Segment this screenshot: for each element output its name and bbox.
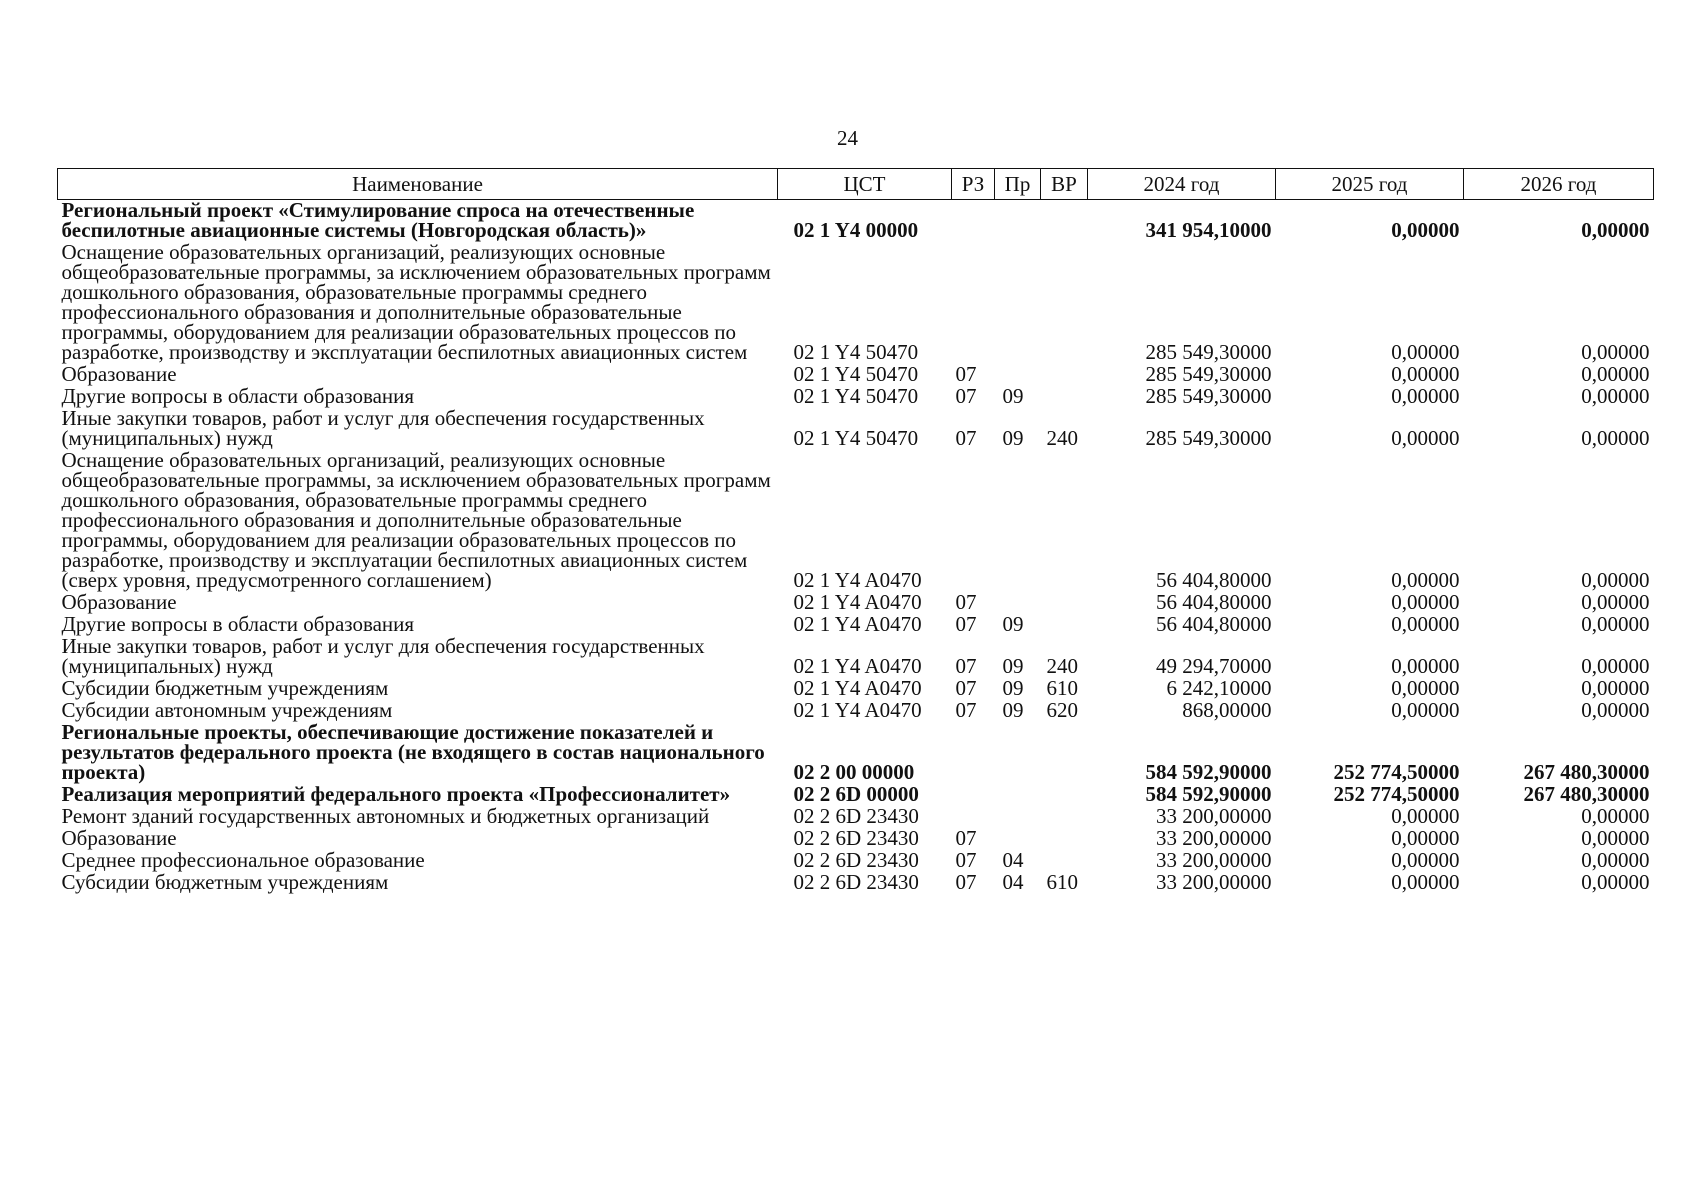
table-row (58, 242, 1654, 364)
row-value-2026: 0,00000 (1581, 654, 1650, 678)
row-cst: 02 1 Y4 A0470 (793, 676, 922, 700)
row-rz: 07 (955, 362, 977, 386)
row-value-2026: 0,00000 (1581, 848, 1650, 872)
row-pr (995, 450, 1041, 592)
row-name: Образование (61, 590, 177, 614)
row-cst: 02 2 6D 23430 (793, 870, 919, 894)
row-value-2025: 0,00000 (1391, 612, 1460, 636)
row-value-2025: 0,00000 (1391, 676, 1460, 700)
row-rz: 07 (955, 654, 977, 678)
row-cst: 02 1 Y4 A0470 (793, 590, 922, 614)
row-cst: 02 1 Y4 A0470 (793, 698, 922, 722)
row-value-2025: 0,00000 (1391, 654, 1460, 678)
row-value-2026: 0,00000 (1581, 804, 1650, 828)
page-number: 24 (837, 126, 858, 150)
row-name: Среднее профессиональное образование (61, 848, 425, 872)
row-value-2024: 285 549,30000 (1145, 384, 1272, 408)
row-value-2026: 0,00000 (1581, 590, 1650, 614)
row-vr (1041, 828, 1088, 850)
row-value-2024: 6 242,10000 (1166, 676, 1272, 700)
table-row (58, 784, 1654, 806)
row-pr: 04 (1002, 870, 1024, 894)
row-name: Другие вопросы в области образования (61, 384, 415, 408)
table-row (58, 200, 1654, 243)
row-cst: 02 1 Y4 A0470 (793, 568, 922, 592)
row-rz: 07 (955, 384, 977, 408)
row-rz (952, 200, 995, 243)
row-vr (1041, 592, 1088, 614)
row-name: Оснащение образовательных организаций, реализующих основные общеобразовательные программы, за исключением образовательных программ дошкольного образования, образовательные программы среднего профессионального образования и дополнительные образовательные программы, оборудованием для реализации образовательных процессов по разработке, производству и эксплуатации беспилотных авиационных систем (сверх уровня, предусмотренного соглашением) (61, 448, 771, 592)
table-row (58, 450, 1654, 592)
row-vr (1041, 200, 1088, 243)
row-value-2025: 0,00000 (1391, 568, 1460, 592)
row-value-2025: 0,00000 (1391, 590, 1460, 614)
row-value-2024: 56 404,80000 (1156, 612, 1272, 636)
row-value-2024: 285 549,30000 (1145, 340, 1272, 364)
row-value-2025: 252 774,50000 (1333, 782, 1460, 806)
row-value-2025: 252 774,50000 (1333, 760, 1460, 784)
row-value-2024: 33 200,00000 (1156, 826, 1272, 850)
row-value-2024: 285 549,30000 (1145, 362, 1272, 386)
header-2026: 2026 год (1464, 169, 1654, 200)
row-value-2026: 0,00000 (1581, 384, 1650, 408)
row-rz (952, 722, 995, 784)
row-cst: 02 2 00 00000 (793, 760, 915, 784)
row-name: Иные закупки товаров, работ и услуг для обеспечения государственных (муниципальных) нужд (61, 406, 705, 450)
row-value-2024: 341 954,10000 (1145, 218, 1272, 242)
row-value-2024: 33 200,00000 (1156, 848, 1272, 872)
row-pr (995, 364, 1041, 386)
row-pr (995, 722, 1041, 784)
header-cst: ЦСТ (778, 169, 952, 200)
row-cst: 02 2 6D 23430 (793, 804, 919, 828)
row-pr: 04 (1002, 848, 1024, 872)
row-pr: 09 (1002, 698, 1024, 722)
row-pr (995, 592, 1041, 614)
row-value-2025: 0,00000 (1391, 698, 1460, 722)
row-vr (1041, 364, 1088, 386)
row-name: Иные закупки товаров, работ и услуг для обеспечения государственных (муниципальных) нужд (61, 634, 705, 678)
row-vr (1041, 450, 1088, 592)
table-row (58, 678, 1654, 700)
row-vr (1041, 722, 1088, 784)
row-cst: 02 1 Y4 A0470 (793, 654, 922, 678)
row-value-2026: 0,00000 (1581, 340, 1650, 364)
row-name: Региональные проекты, обеспечивающие достижение показателей и результатов федерального проекта (не входящего в состав национального проекта) (61, 720, 765, 784)
table-row (58, 722, 1654, 784)
row-cst: 02 1 Y4 00000 (793, 218, 919, 242)
table-row (58, 592, 1654, 614)
row-vr (1041, 784, 1088, 806)
row-name: Оснащение образовательных организаций, реализующих основные общеобразовательные программы, за исключением образовательных программ дошкольного образования, образовательные программы среднего профессионального образования и дополнительные образовательные программы, оборудованием для реализации образовательных процессов по разработке, производству и эксплуатации беспилотных авиационных систем (61, 240, 771, 364)
row-pr (995, 806, 1041, 828)
table-row (58, 828, 1654, 850)
row-value-2024: 33 200,00000 (1156, 804, 1272, 828)
row-name: Субсидии автономным учреждениям (61, 698, 393, 722)
row-value-2026: 0,00000 (1581, 426, 1650, 450)
row-name: Реализация мероприятий федерального проекта «Профессионалитет» (61, 782, 731, 806)
row-vr: 610 (1046, 870, 1078, 894)
row-value-2024: 868,00000 (1182, 698, 1272, 722)
table-body (58, 200, 1654, 895)
row-value-2026: 267 480,30000 (1523, 782, 1650, 806)
row-pr (995, 828, 1041, 850)
row-rz: 07 (955, 848, 977, 872)
row-value-2026: 0,00000 (1581, 870, 1650, 894)
row-value-2026: 0,00000 (1581, 568, 1650, 592)
header-vr: ВР (1041, 169, 1088, 200)
row-value-2025: 0,00000 (1391, 218, 1460, 242)
row-cst: 02 1 Y4 50470 (793, 384, 919, 408)
row-rz (952, 242, 995, 364)
row-value-2026: 0,00000 (1581, 612, 1650, 636)
row-value-2026: 0,00000 (1581, 698, 1650, 722)
row-rz (952, 806, 995, 828)
row-cst: 02 2 6D 23430 (793, 826, 919, 850)
row-value-2025: 0,00000 (1391, 870, 1460, 894)
row-pr (995, 200, 1041, 243)
row-name: Региональный проект «Стимулирование спроса на отечественные беспилотные авиационные системы (Новгородская область)» (61, 198, 695, 242)
row-rz: 07 (955, 870, 977, 894)
row-value-2026: 267 480,30000 (1523, 760, 1650, 784)
table-row (58, 408, 1654, 450)
row-rz: 07 (955, 698, 977, 722)
row-name: Образование (61, 362, 177, 386)
row-name: Субсидии бюджетным учреждениям (61, 870, 389, 894)
row-vr (1041, 386, 1088, 408)
table-row (58, 636, 1654, 678)
row-vr (1041, 614, 1088, 636)
header-2025: 2025 год (1276, 169, 1464, 200)
row-cst: 02 1 Y4 50470 (793, 362, 919, 386)
row-value-2025: 0,00000 (1391, 426, 1460, 450)
row-value-2026: 0,00000 (1581, 218, 1650, 242)
table-row (58, 386, 1654, 408)
row-cst: 02 2 6D 23430 (793, 848, 919, 872)
row-value-2024: 56 404,80000 (1156, 590, 1272, 614)
header-name: Наименование (58, 169, 778, 200)
row-vr: 240 (1046, 654, 1078, 678)
table-row (58, 872, 1654, 894)
table-row (58, 700, 1654, 722)
row-rz (952, 784, 995, 806)
row-name: Ремонт зданий государственных автономных и бюджетных организаций (61, 804, 710, 828)
budget-table (57, 168, 1654, 894)
header-rz: РЗ (952, 169, 995, 200)
row-value-2024: 584 592,90000 (1145, 782, 1272, 806)
row-cst: 02 2 6D 00000 (793, 782, 919, 806)
row-pr (995, 784, 1041, 806)
row-cst: 02 1 Y4 50470 (793, 340, 919, 364)
row-value-2025: 0,00000 (1391, 384, 1460, 408)
row-vr: 620 (1046, 698, 1078, 722)
row-rz: 07 (955, 826, 977, 850)
row-rz: 07 (955, 676, 977, 700)
row-value-2024: 56 404,80000 (1156, 568, 1272, 592)
row-vr: 610 (1046, 676, 1078, 700)
row-value-2026: 0,00000 (1581, 362, 1650, 386)
row-pr: 09 (1002, 612, 1024, 636)
row-value-2025: 0,00000 (1391, 362, 1460, 386)
row-vr (1041, 850, 1088, 872)
row-pr: 09 (1002, 384, 1024, 408)
row-pr: 09 (1002, 426, 1024, 450)
row-value-2025: 0,00000 (1391, 826, 1460, 850)
header-2024: 2024 год (1088, 169, 1276, 200)
row-pr: 09 (1002, 654, 1024, 678)
table-row (58, 806, 1654, 828)
row-name: Образование (61, 826, 177, 850)
row-cst: 02 1 Y4 A0470 (793, 612, 922, 636)
row-value-2026: 0,00000 (1581, 676, 1650, 700)
header-pr: Пр (995, 169, 1041, 200)
row-value-2024: 49 294,70000 (1156, 654, 1272, 678)
row-value-2024: 584 592,90000 (1145, 760, 1272, 784)
row-value-2024: 285 549,30000 (1145, 426, 1272, 450)
table-row (58, 850, 1654, 872)
table-row (58, 364, 1654, 386)
row-rz (952, 450, 995, 592)
row-vr: 240 (1046, 426, 1078, 450)
row-value-2025: 0,00000 (1391, 804, 1460, 828)
table-header-row (58, 169, 1654, 200)
row-rz: 07 (955, 612, 977, 636)
row-value-2024: 33 200,00000 (1156, 870, 1272, 894)
row-vr (1041, 806, 1088, 828)
row-vr (1041, 242, 1088, 364)
row-rz: 07 (955, 426, 977, 450)
table-row (58, 614, 1654, 636)
row-value-2025: 0,00000 (1391, 340, 1460, 364)
row-name: Субсидии бюджетным учреждениям (61, 676, 389, 700)
row-name: Другие вопросы в области образования (61, 612, 415, 636)
row-pr (995, 242, 1041, 364)
row-value-2025: 0,00000 (1391, 848, 1460, 872)
row-pr: 09 (1002, 676, 1024, 700)
row-cst: 02 1 Y4 50470 (793, 426, 919, 450)
row-rz: 07 (955, 590, 977, 614)
row-value-2026: 0,00000 (1581, 826, 1650, 850)
